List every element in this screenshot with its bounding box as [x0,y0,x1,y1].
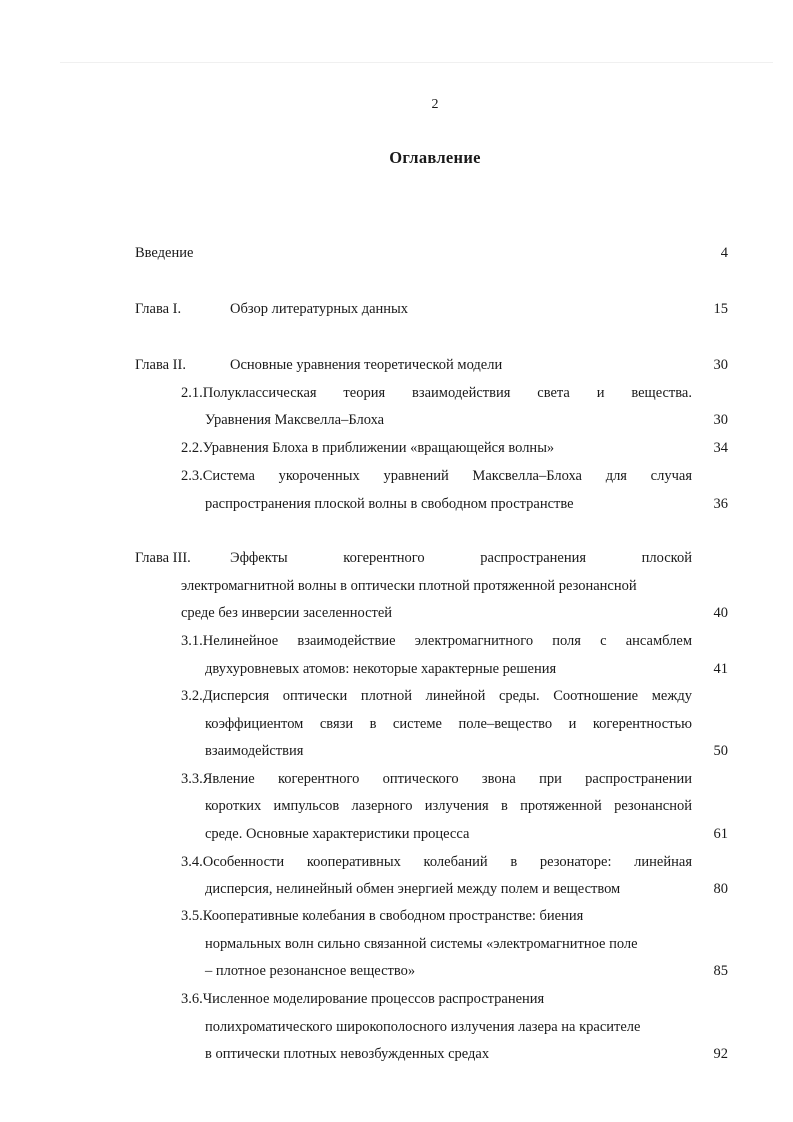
page-number: 2 [431,97,439,112]
toc-entry-3-5-line3: – плотное резонансное вещество» [205,963,416,979]
toc-entry-3-3-page: 61 [713,826,728,842]
toc-entry-2-3-line1: 2.3.Система укороченных уравнений Максвелла–Блоха для случая [181,468,692,484]
chapter2-title: Основные уравнения теоретической модели [230,357,503,373]
chapter3-label: Глава III. [135,550,191,566]
toc-entry-3-1-line2: двухуровневых атомов: некоторые характерные решения [205,661,557,677]
toc-entry-2-3-line2: распространения плоской волны в свободном пространстве [205,496,574,512]
toc-entry-2-3-page: 36 [713,496,728,512]
toc-entry-3-3-line1: 3.3.Явление когерентного оптического звона при распространении [181,771,692,787]
toc-entry-3-4-line1: 3.4.Особенности кооперативных колебаний в резонаторе: линейная [181,854,692,870]
chapter3-title-line1: Эффекты когерентного распространения плоской [230,550,692,566]
toc-entry-2-2: 2.2.Уравнения Блоха в приближении «вращающейся волны» [181,440,555,456]
chapter2-page: 30 [713,357,728,373]
toc-entry-3-6-line3: в оптически плотных невозбужденных средах [205,1046,490,1062]
toc-entry-3-1-line1: 3.1.Нелинейное взаимодействие электромагнитного поля с ансамблем [181,633,692,649]
toc-entry-2-1-page: 30 [713,412,728,428]
toc-entry-2-1-line1: 2.1.Полуклассическая теория взаимодействия света и вещества. [181,385,692,401]
toc-entry-3-6-line2: полихроматического широкополосного излучения лазера на красителе [205,1019,641,1035]
scan-edge [60,62,773,63]
toc-entry-3-6-page: 92 [713,1046,728,1062]
toc-entry-3-5-line2: нормальных волн сильно связанной системы «электромагнитное поле [205,936,638,952]
toc-entry-3-5-page: 85 [713,963,728,979]
toc-entry-2-2-page: 34 [713,440,728,456]
toc-entry-3-1-page: 41 [713,661,728,677]
chapter1-page: 15 [713,301,728,317]
intro-page: 4 [720,245,728,261]
toc-entry-3-2-line2: коэффициентом связи в системе поле–вещество и когерентностью [205,716,692,732]
toc-entry-2-1-line2: Уравнения Максвелла–Блоха [205,412,385,428]
chapter1-title: Обзор литературных данных [230,301,409,317]
intro-label: Введение [135,245,194,261]
toc-entry-3-2-page: 50 [713,743,728,759]
toc-entry-3-2-line1: 3.2.Дисперсия оптически плотной линейной среды. Соотношение между [181,688,692,704]
chapter3-title-line3: среде без инверсии заселенностей [181,605,393,621]
chapter1-label: Глава I. [135,301,182,317]
toc-entry-3-2-line3: взаимодействия [205,743,304,759]
toc-entry-3-4-page: 80 [713,881,728,897]
chapter3-page: 40 [713,605,728,621]
page-title: Оглавление [389,148,481,167]
chapter3-title-line2: электромагнитной волны в оптически плотной протяженной резонансной [181,578,637,594]
toc-entry-3-6-line1: 3.6.Численное моделирование процессов распространения [181,991,545,1007]
toc-entry-3-3-line3: среде. Основные характеристики процесса [205,826,470,842]
chapter2-label: Глава II. [135,357,186,373]
toc-entry-3-5-line1: 3.5.Кооперативные колебания в свободном пространстве: биения [181,908,584,924]
toc-entry-3-3-line2: коротких импульсов лазерного излучения в протяженной резонансной [205,798,692,814]
toc-entry-3-4-line2: дисперсия, нелинейный обмен энергией между полем и веществом [205,881,621,897]
